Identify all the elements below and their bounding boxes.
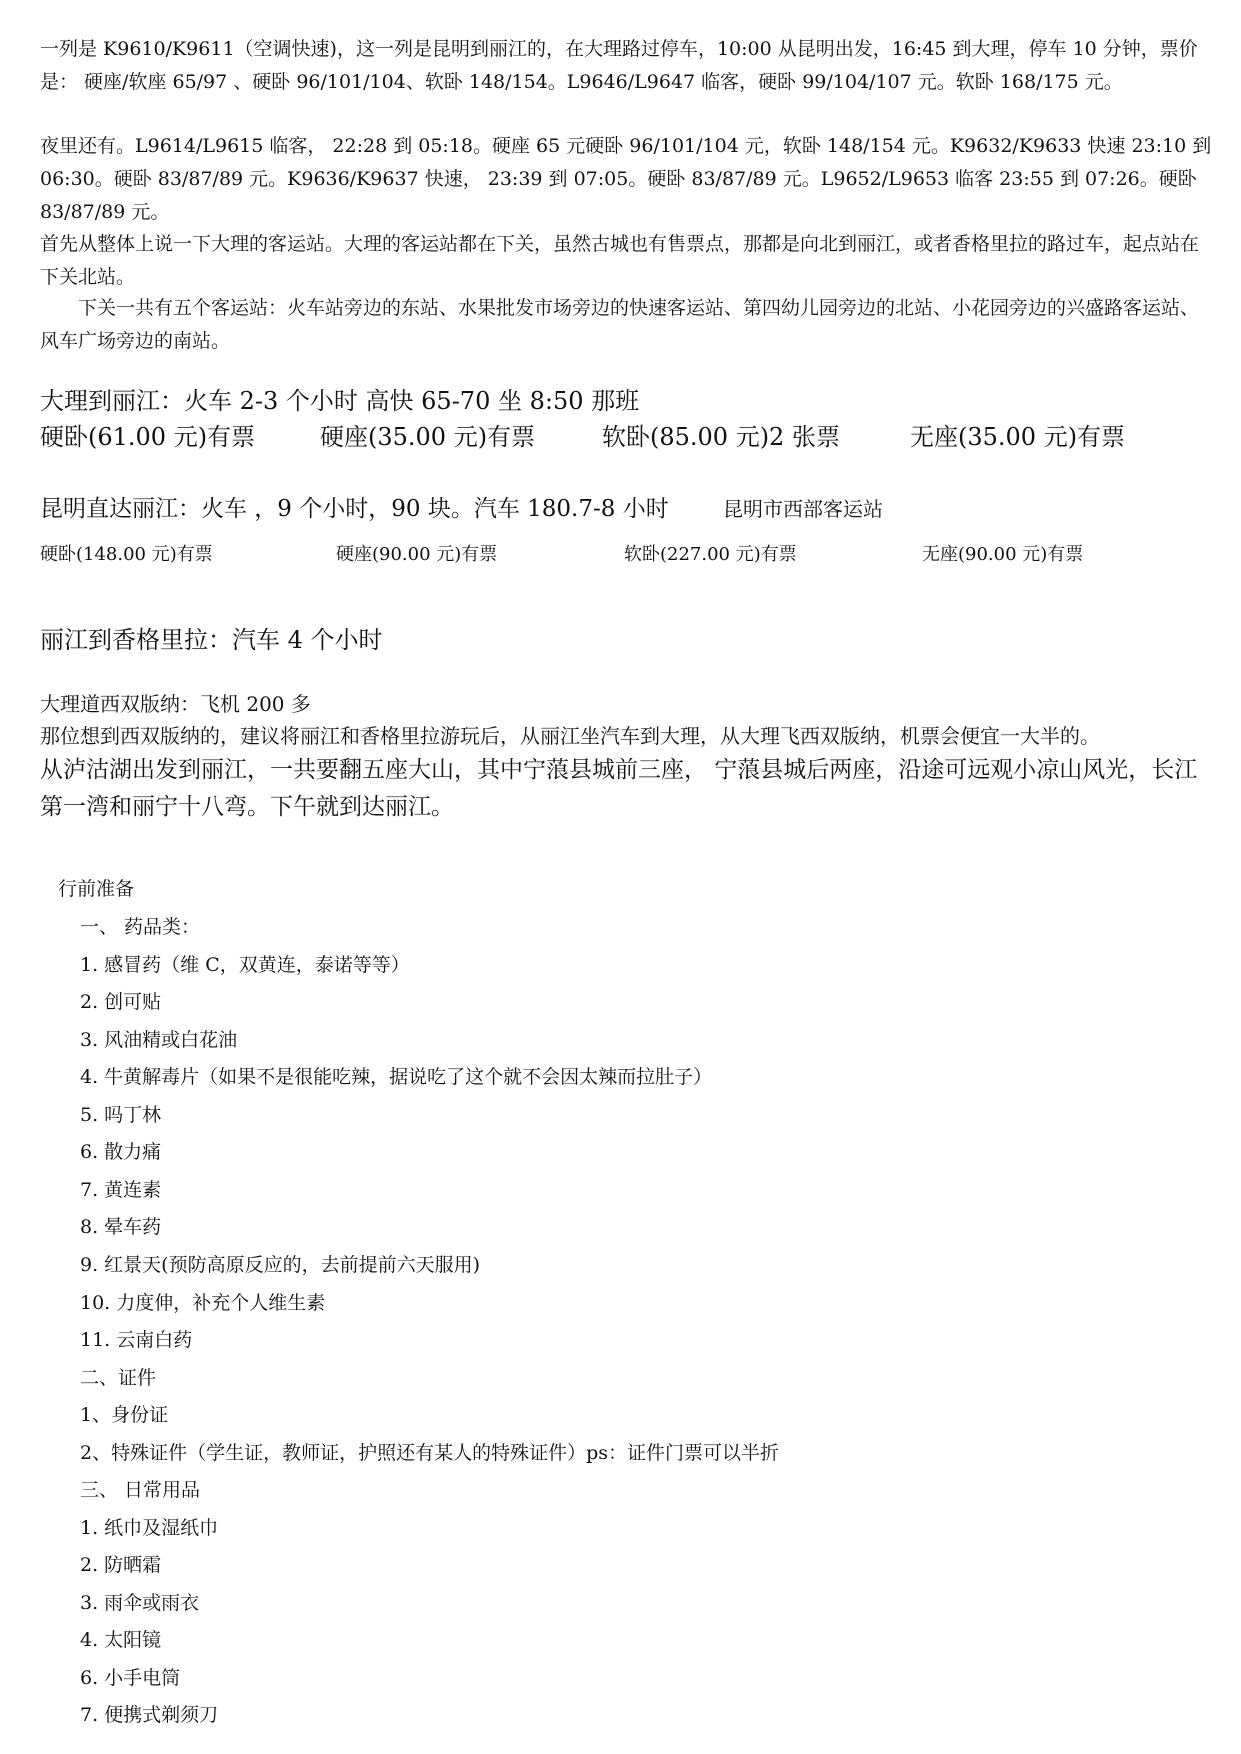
daily-header: 三、 日常用品 <box>80 1479 201 1501</box>
train-k9610-paragraph: 一列是 K9610/K9611（空调快速)，这一列是昆明到丽江的，在大理路过停车，10:00 从昆明出发，16:45 到大理，停车 10 分钟，票价是： 硬座/软座 65/97 、硬卧 96/101/104、软卧 148/154。L9646/L9647 临客，硬卧 99/104/107 元。软卧 168/175 元。 <box>40 38 1198 93</box>
list-item: 2、特殊证件（学生证，教师证，护照还有某人的特殊证件）ps：证件门票可以半折 <box>80 1442 780 1464</box>
list-item: 6. 散力痛 <box>80 1141 162 1163</box>
ticket-soft-sleeper: 软卧(85.00 元)2 张票 <box>602 423 840 451</box>
list-item: 2. 创可贴 <box>80 991 162 1013</box>
ticket-no-seat: 无座(90.00 元)有票 <box>922 544 1084 565</box>
list-item: 2. 防晒霜 <box>80 1554 162 1576</box>
kunming-lijiang-heading-row <box>40 492 1220 532</box>
list-item: 7. 黄连素 <box>80 1179 162 1201</box>
docs-header: 二、证件 <box>80 1367 157 1389</box>
prep-title: 行前准备 <box>58 878 135 900</box>
list-item: 3. 雨伞或雨衣 <box>80 1592 200 1614</box>
kunming-west-station: 昆明市西部客运站 <box>723 497 883 521</box>
list-item: 5. 吗丁林 <box>80 1104 162 1126</box>
medicine-header: 一、 药品类： <box>80 916 201 938</box>
list-item: 4. 牛黄解毒片（如果不是很能吃辣，据说吃了这个就不会因太辣而拉肚子） <box>80 1066 713 1088</box>
list-item: 1、身份证 <box>80 1404 169 1426</box>
ticket-hard-sleeper: 硬卧(148.00 元)有票 <box>40 544 213 565</box>
xiaguan-stations-paragraph: 下关一共有五个客运站：火车站旁边的东站、水果批发市场旁边的快速客运站、第四幼儿园旁边的北站、小花园旁边的兴盛路客运站、风车广场旁边的南站。 <box>40 297 1200 352</box>
dali-stations-intro-paragraph: 首先从整体上说一下大理的客运站。大理的客运站都在下关，虽然古城也有售票点，那都是向北到丽江，或者香格里拉的路过车，起点站在下关北站。 <box>40 233 1200 288</box>
dali-lijiang-ticket-row <box>40 420 1220 460</box>
night-trains-paragraph: 夜里还有。L9614/L9615 临客， 22:28 到 05:18。硬座 65 元硬卧 96/101/104 元，软卧 148/154 元。K9632/K9633 快速 23:10 到 06:30。硬卧 83/87/89 元。K9636/K9637 快速， 23:39 到 07:05。硬卧 83/87/89 元。L9652/L9653 临客 23:55 到 07:26。硬卧 83/87/89 元。 <box>40 135 1212 223</box>
dali-xishuangbanna-line: 大理道西双版纳：飞机 200 多 <box>40 692 311 716</box>
list-item: 9. 红景天(预防高原反应的，去前提前六天服用) <box>80 1254 480 1276</box>
kunming-lijiang-heading: 昆明直达丽江：火车 ，9 个小时，90 块。汽车 180.7-8 小时 <box>40 496 669 522</box>
luguhu-paragraph: 从泸沽湖出发到丽江，一共要翻五座大山，其中宁蒗县城前三座， 宁蒗县城后两座，沿途可远观小凉山风光，长江第一湾和丽宁十八弯。下午就到达丽江。 <box>40 757 1198 820</box>
ticket-hard-seat: 硬座(90.00 元)有票 <box>336 544 498 565</box>
lijiang-shangrila-heading: 丽江到香格里拉：汽车 4 个小时 <box>40 626 383 654</box>
xishuangbanna-tip-line: 那位想到西双版纳的，建议将丽江和香格里拉游玩后，从丽江坐汽车到大理，从大理飞西双版纳，机票会便宜一大半的。 <box>40 724 1100 748</box>
list-item: 11. 云南白药 <box>80 1329 193 1351</box>
list-item: 7. 便携式剃须刀 <box>80 1704 219 1726</box>
list-item: 6. 小手电筒 <box>80 1667 181 1689</box>
list-item: 1. 纸巾及湿纸巾 <box>80 1517 219 1539</box>
list-item: 10. 力度伸，补充个人维生素 <box>80 1292 326 1314</box>
ticket-no-seat: 无座(35.00 元)有票 <box>910 423 1126 451</box>
kunming-lijiang-ticket-row <box>40 542 1220 582</box>
dali-lijiang-heading: 大理到丽江：火车 2-3 个小时 高快 65-70 坐 8:50 那班 <box>40 387 640 415</box>
ticket-hard-seat: 硬座(35.00 元)有票 <box>320 423 536 451</box>
list-item: 4. 太阳镜 <box>80 1629 162 1651</box>
ticket-soft-sleeper: 软卧(227.00 元)有票 <box>624 544 797 565</box>
list-item: 3. 风油精或白花油 <box>80 1029 238 1051</box>
list-item: 8. 晕车药 <box>80 1216 162 1238</box>
list-item: 1. 感冒药（维 C，双黄连，泰诺等等） <box>80 954 410 976</box>
ticket-hard-sleeper: 硬卧(61.00 元)有票 <box>40 423 256 451</box>
